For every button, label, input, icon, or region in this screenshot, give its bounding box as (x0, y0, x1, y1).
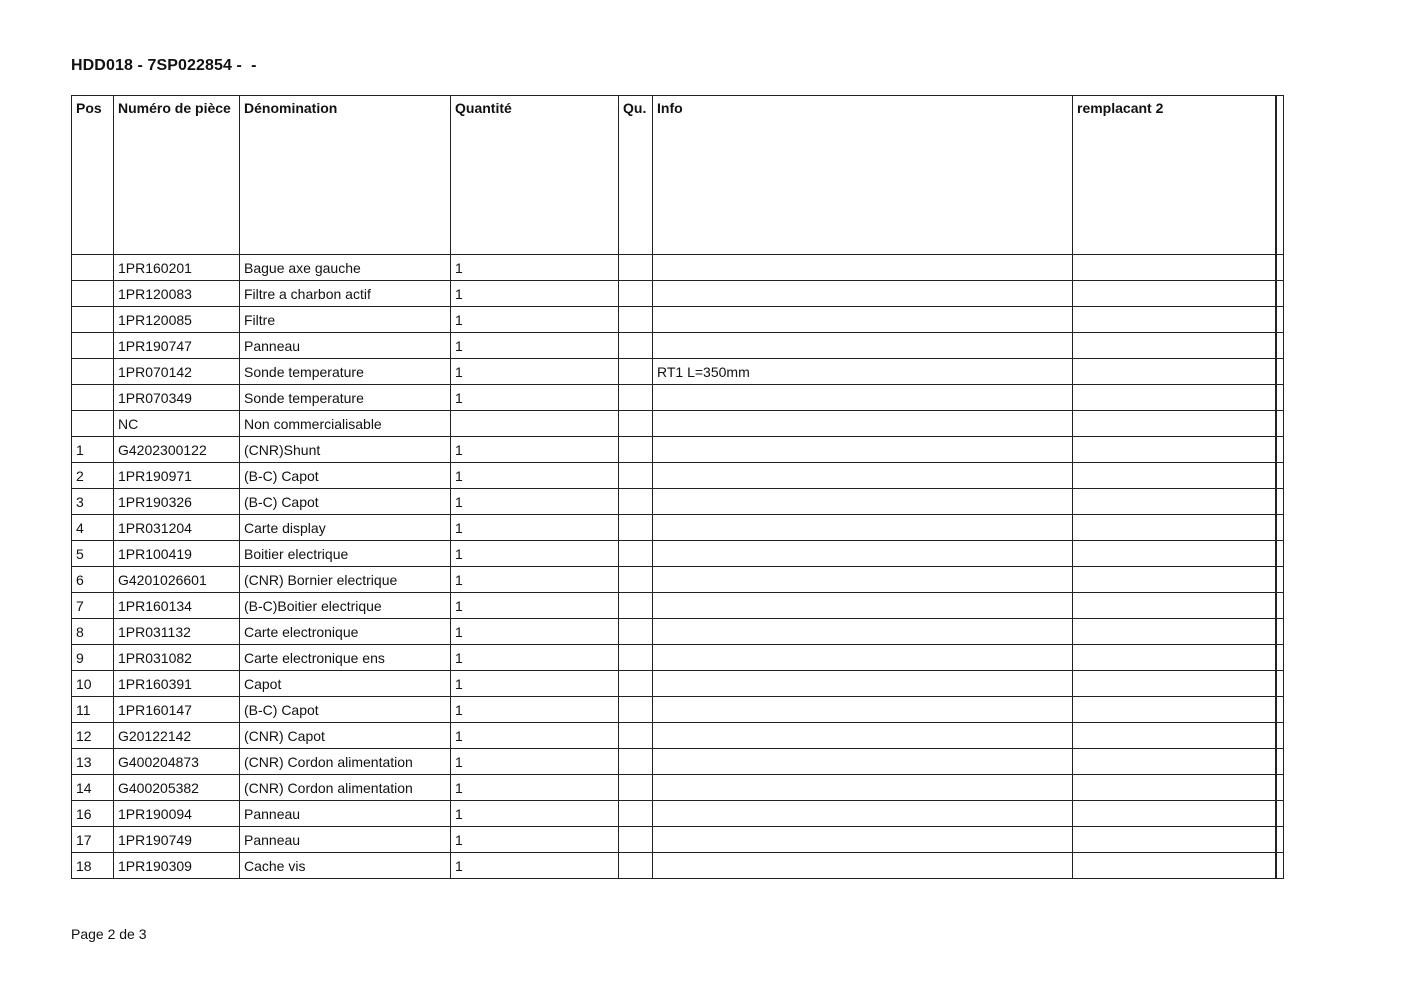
cell-replacement (1073, 463, 1276, 489)
header-designation: Dénomination (240, 96, 451, 255)
cell-designation: (B-C) Capot (240, 463, 451, 489)
cell-spacer (1276, 645, 1284, 671)
table-row (72, 645, 1284, 671)
cell-qu (619, 801, 653, 827)
cell-qu (619, 749, 653, 775)
cell-spacer (1276, 827, 1284, 853)
cell-quantity: 1 (451, 723, 619, 749)
table-row (72, 515, 1284, 541)
cell-qu (619, 697, 653, 723)
cell-qu (619, 437, 653, 463)
cell-part-number: 1PR100419 (114, 541, 240, 567)
header-replacement: remplacant 2 (1073, 96, 1276, 255)
cell-pos: 1 (72, 437, 114, 463)
cell-pos: 5 (72, 541, 114, 567)
cell-replacement (1073, 385, 1276, 411)
cell-part-number: 1PR031132 (114, 619, 240, 645)
cell-part-number: NC (114, 411, 240, 437)
cell-info (653, 385, 1073, 411)
cell-pos: 7 (72, 593, 114, 619)
table-row (72, 437, 1284, 463)
cell-quantity: 1 (451, 255, 619, 281)
cell-spacer (1276, 541, 1284, 567)
cell-replacement (1073, 307, 1276, 333)
cell-info (653, 775, 1073, 801)
cell-pos (72, 281, 114, 307)
cell-spacer (1276, 359, 1284, 385)
cell-spacer (1276, 775, 1284, 801)
cell-quantity: 1 (451, 307, 619, 333)
cell-designation: (B-C)Boitier electrique (240, 593, 451, 619)
cell-replacement (1073, 437, 1276, 463)
cell-designation: Sonde temperature (240, 359, 451, 385)
cell-pos (72, 307, 114, 333)
cell-spacer (1276, 281, 1284, 307)
cell-spacer (1276, 463, 1284, 489)
table-row (72, 619, 1284, 645)
cell-qu (619, 593, 653, 619)
cell-spacer (1276, 515, 1284, 541)
table-row (72, 671, 1284, 697)
cell-info (653, 489, 1073, 515)
table-row (72, 541, 1284, 567)
table-row (72, 827, 1284, 853)
cell-quantity: 1 (451, 749, 619, 775)
cell-qu (619, 385, 653, 411)
cell-designation: (CNR) Bornier electrique (240, 567, 451, 593)
cell-qu (619, 281, 653, 307)
cell-replacement (1073, 827, 1276, 853)
cell-info (653, 645, 1073, 671)
cell-spacer (1276, 723, 1284, 749)
cell-info (653, 281, 1073, 307)
cell-part-number: 1PR160134 (114, 593, 240, 619)
table-row (72, 411, 1284, 437)
cell-designation: Capot (240, 671, 451, 697)
cell-part-number: 1PR031204 (114, 515, 240, 541)
cell-designation: (CNR) Cordon alimentation (240, 775, 451, 801)
cell-replacement (1073, 593, 1276, 619)
cell-part-number: 1PR160391 (114, 671, 240, 697)
cell-part-number: G400204873 (114, 749, 240, 775)
table-row (72, 593, 1284, 619)
cell-pos: 11 (72, 697, 114, 723)
table-row (72, 749, 1284, 775)
cell-pos: 16 (72, 801, 114, 827)
cell-info (653, 671, 1073, 697)
cell-qu (619, 619, 653, 645)
cell-pos: 10 (72, 671, 114, 697)
cell-designation: (CNR) Capot (240, 723, 451, 749)
cell-part-number: 1PR031082 (114, 645, 240, 671)
cell-part-number: G20122142 (114, 723, 240, 749)
cell-qu (619, 567, 653, 593)
cell-part-number: 1PR190326 (114, 489, 240, 515)
cell-quantity: 1 (451, 463, 619, 489)
cell-qu (619, 255, 653, 281)
table-row (72, 333, 1284, 359)
parts-table (71, 95, 1284, 879)
cell-spacer (1276, 853, 1284, 879)
cell-designation: Carte electronique (240, 619, 451, 645)
cell-replacement (1073, 801, 1276, 827)
cell-replacement (1073, 775, 1276, 801)
cell-part-number: 1PR070142 (114, 359, 240, 385)
cell-qu (619, 463, 653, 489)
cell-info: RT1 L=350mm (653, 359, 1073, 385)
cell-spacer (1276, 437, 1284, 463)
cell-replacement (1073, 333, 1276, 359)
cell-info (653, 801, 1073, 827)
header-part-number: Numéro de pièce (114, 96, 240, 255)
cell-designation: Panneau (240, 801, 451, 827)
cell-quantity: 1 (451, 853, 619, 879)
cell-spacer (1276, 385, 1284, 411)
cell-spacer (1276, 801, 1284, 827)
cell-quantity: 1 (451, 385, 619, 411)
cell-designation: Panneau (240, 333, 451, 359)
cell-designation: Panneau (240, 827, 451, 853)
cell-pos: 12 (72, 723, 114, 749)
cell-designation: Carte display (240, 515, 451, 541)
cell-designation: Filtre a charbon actif (240, 281, 451, 307)
cell-spacer (1276, 567, 1284, 593)
table-row (72, 255, 1284, 281)
cell-qu (619, 515, 653, 541)
header-info: Info (653, 96, 1073, 255)
cell-designation: Carte electronique ens (240, 645, 451, 671)
cell-pos: 8 (72, 619, 114, 645)
cell-replacement (1073, 541, 1276, 567)
cell-designation: (B-C) Capot (240, 697, 451, 723)
cell-info (653, 697, 1073, 723)
table-row (72, 723, 1284, 749)
cell-part-number: 1PR120085 (114, 307, 240, 333)
cell-info (653, 567, 1073, 593)
cell-spacer (1276, 697, 1284, 723)
cell-spacer (1276, 593, 1284, 619)
cell-pos: 14 (72, 775, 114, 801)
cell-pos: 13 (72, 749, 114, 775)
cell-part-number: 1PR070349 (114, 385, 240, 411)
cell-replacement (1073, 697, 1276, 723)
cell-pos: 2 (72, 463, 114, 489)
cell-replacement (1073, 515, 1276, 541)
table-row (72, 775, 1284, 801)
cell-pos (72, 411, 114, 437)
cell-part-number: G400205382 (114, 775, 240, 801)
cell-spacer (1276, 671, 1284, 697)
cell-pos (72, 359, 114, 385)
cell-pos (72, 385, 114, 411)
cell-info (653, 827, 1073, 853)
cell-quantity: 1 (451, 593, 619, 619)
cell-quantity: 1 (451, 775, 619, 801)
header-qu: Qu. (619, 96, 653, 255)
cell-qu (619, 671, 653, 697)
cell-qu (619, 853, 653, 879)
cell-replacement (1073, 281, 1276, 307)
cell-spacer (1276, 489, 1284, 515)
cell-qu (619, 775, 653, 801)
document-title: HDD018 - 7SP022854 - - (71, 57, 257, 74)
cell-part-number: 1PR120083 (114, 281, 240, 307)
cell-pos: 17 (72, 827, 114, 853)
table-row (72, 853, 1284, 879)
cell-pos: 3 (72, 489, 114, 515)
cell-designation: (B-C) Capot (240, 489, 451, 515)
cell-replacement (1073, 255, 1276, 281)
cell-replacement (1073, 645, 1276, 671)
table-row (72, 697, 1284, 723)
cell-spacer (1276, 749, 1284, 775)
cell-info (653, 619, 1073, 645)
cell-part-number: G4202300122 (114, 437, 240, 463)
cell-quantity: 1 (451, 515, 619, 541)
cell-designation: Boitier electrique (240, 541, 451, 567)
cell-qu (619, 645, 653, 671)
cell-info (653, 411, 1073, 437)
cell-quantity: 1 (451, 489, 619, 515)
cell-part-number: G4201026601 (114, 567, 240, 593)
cell-replacement (1073, 749, 1276, 775)
cell-quantity: 1 (451, 281, 619, 307)
cell-replacement (1073, 671, 1276, 697)
cell-info (653, 515, 1073, 541)
cell-pos (72, 255, 114, 281)
cell-quantity: 1 (451, 333, 619, 359)
cell-quantity: 1 (451, 437, 619, 463)
page-footer: Page 2 de 3 (71, 926, 147, 942)
cell-qu (619, 411, 653, 437)
cell-qu (619, 359, 653, 385)
cell-replacement (1073, 723, 1276, 749)
cell-spacer (1276, 619, 1284, 645)
cell-replacement (1073, 411, 1276, 437)
cell-pos: 9 (72, 645, 114, 671)
table-row (72, 567, 1284, 593)
cell-pos: 6 (72, 567, 114, 593)
cell-quantity: 1 (451, 541, 619, 567)
table-row (72, 463, 1284, 489)
cell-info (653, 463, 1073, 489)
cell-replacement (1073, 567, 1276, 593)
table-row (72, 801, 1284, 827)
cell-quantity: 1 (451, 671, 619, 697)
cell-qu (619, 827, 653, 853)
cell-quantity: 1 (451, 827, 619, 853)
cell-designation: (CNR)Shunt (240, 437, 451, 463)
cell-info (653, 437, 1073, 463)
cell-replacement (1073, 619, 1276, 645)
header-pos: Pos (72, 96, 114, 255)
cell-info (653, 593, 1073, 619)
parts-table-body (72, 255, 1284, 879)
cell-replacement (1073, 853, 1276, 879)
cell-part-number: 1PR190309 (114, 853, 240, 879)
cell-qu (619, 489, 653, 515)
cell-qu (619, 541, 653, 567)
cell-quantity (451, 411, 619, 437)
cell-spacer (1276, 411, 1284, 437)
cell-designation: Non commercialisable (240, 411, 451, 437)
cell-part-number: 1PR190094 (114, 801, 240, 827)
cell-pos: 4 (72, 515, 114, 541)
cell-replacement (1073, 489, 1276, 515)
table-row (72, 281, 1284, 307)
cell-part-number: 1PR160147 (114, 697, 240, 723)
table-row (72, 307, 1284, 333)
cell-spacer (1276, 307, 1284, 333)
cell-replacement (1073, 359, 1276, 385)
table-row (72, 385, 1284, 411)
cell-quantity: 1 (451, 801, 619, 827)
cell-quantity: 1 (451, 359, 619, 385)
cell-part-number: 1PR190749 (114, 827, 240, 853)
cell-info (653, 723, 1073, 749)
cell-part-number: 1PR190971 (114, 463, 240, 489)
header-quantity: Quantité (451, 96, 619, 255)
cell-qu (619, 723, 653, 749)
cell-designation: Cache vis (240, 853, 451, 879)
cell-info (653, 853, 1073, 879)
cell-quantity: 1 (451, 567, 619, 593)
cell-spacer (1276, 333, 1284, 359)
cell-spacer (1276, 255, 1284, 281)
cell-quantity: 1 (451, 697, 619, 723)
table-row (72, 359, 1284, 385)
cell-info (653, 255, 1073, 281)
cell-part-number: 1PR160201 (114, 255, 240, 281)
cell-pos (72, 333, 114, 359)
cell-designation: (CNR) Cordon alimentation (240, 749, 451, 775)
header-spacer (1276, 96, 1284, 255)
cell-designation: Bague axe gauche (240, 255, 451, 281)
cell-designation: Filtre (240, 307, 451, 333)
table-row (72, 489, 1284, 515)
cell-info (653, 333, 1073, 359)
cell-pos: 18 (72, 853, 114, 879)
cell-quantity: 1 (451, 619, 619, 645)
cell-qu (619, 307, 653, 333)
cell-info (653, 307, 1073, 333)
table-header-row (72, 96, 1284, 255)
cell-info (653, 749, 1073, 775)
cell-designation: Sonde temperature (240, 385, 451, 411)
cell-qu (619, 333, 653, 359)
cell-info (653, 541, 1073, 567)
cell-part-number: 1PR190747 (114, 333, 240, 359)
cell-quantity: 1 (451, 645, 619, 671)
